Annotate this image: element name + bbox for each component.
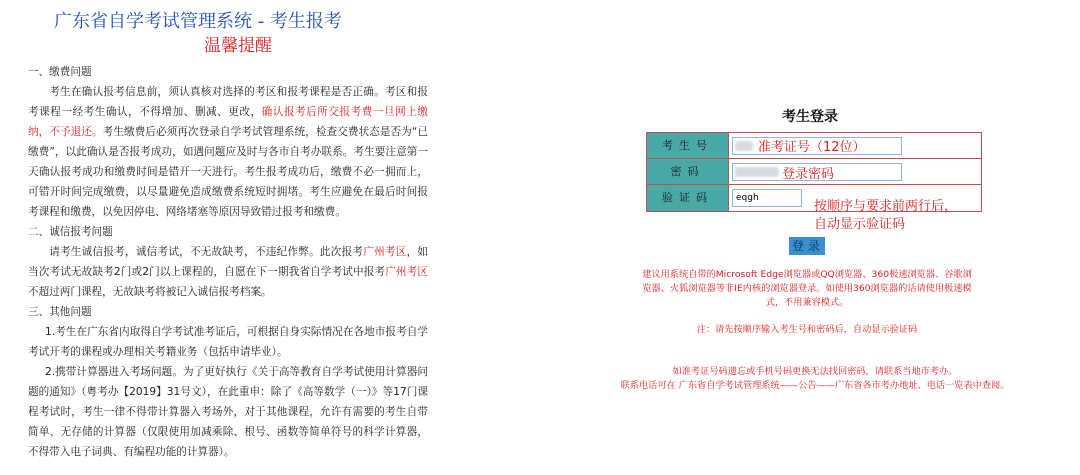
masked-text [735, 167, 779, 177]
password-annotation: 登录密码 [782, 167, 835, 182]
login-button[interactable]: 登录 [789, 237, 825, 255]
section-integrity-text: 请考生诚信报考，诚信考试，不无故缺考，不违纪作弊。此次报考广州考区，如当次考试无故缺考2门或2门以上课程的，自愿在下一期我省自学考试中报考广州考区不超过两门课程，无故缺考将被记入诚信报考档案。 [28, 246, 429, 298]
captcha-annotation-2: 自动显示验证码 [814, 217, 906, 232]
section-other-title: 三、其他问题 [28, 306, 92, 318]
contact-tip-2: 联系电话可在 广东省自学考试管理系统——公告——广东省各市考办地址、电话一览表中查阅。 [620, 380, 1010, 391]
captcha-input[interactable] [732, 189, 802, 207]
notice-panel [28, 10, 428, 462]
contact-tip-1: 如准考证号码遗忘或手机号码更换无法找回密码，请联系当地市考办。 [672, 366, 958, 377]
captcha-note: 注：请先按顺序输入考生号和密码后，自动显示验证码 [696, 324, 918, 335]
section-other-item-2: 2.携带计算器进入考场问题。为了更好执行《关于高等教育自学考试使用计算器问题的通知》（粤考办【2019】31号文），在此重申：除了《高等数学（一）》等17门课程考试时，考生一律不得带计算器入考场外，对于其他课程，允许有需要的考生自带简单、无存储的计算器（仅限使用加减乘除、根号、函数等简单符号的科学计算器，不得带入电子词典、有编程功能的计算器）。 [28, 366, 428, 458]
masked-text [735, 141, 753, 151]
fee-warning: 确认报考后所交报考费一旦网上缴纳，不予退还。 [28, 106, 429, 138]
captcha-label: 验证码 [647, 185, 729, 211]
section-fee-text: 考生在确认报考信息前，须认真核对选择的考区和报考课程是否正确。考区和报考课程一经考生确认，不得增加、删减、更改，确认报考后所交报考费一旦网上缴纳，不予退还。考生缴费后必须再次登录自学考试管理系统，检查交费状态是否为“已缴费”，以此确认是否报考成功，如遇问题应及时与各市自考办联系。考生要注意第一天确认报考成功和缴费时间是错开一天进行。考生报考成功后，缴费不必一拥而上，可错开时间完成缴费，以尽量避免造成缴费系统短时拥堵。考生应避免在最后时间报考课程和缴费，以免因停电、网络堵塞等原因导致错过报考和缴费。 [28, 86, 429, 218]
id-annotation: 准考证号（12位） [758, 140, 866, 155]
section-integrity-title: 二、诚信报考问题 [28, 226, 113, 238]
browser-tip: 建议用系统自带的Microsoft Edge浏览器或QQ浏览器、360极速浏览器、谷歌浏览器、火狐浏览器等非IE内核的浏览器登录。如使用360浏览器的话请使用极速模式，不用兼容模式。 [642, 269, 972, 308]
captcha-annotation-1: 按顺序与要求前两行后， [814, 199, 958, 214]
login-title: 考生登录 [782, 109, 838, 125]
section-fee-title: 一、缴费问题 [28, 66, 92, 78]
page-title: 广东省自学考试管理系统 - 考生报考 [54, 11, 342, 32]
password-label: 密码 [647, 159, 729, 184]
notice-title: 温馨提醒 [204, 36, 272, 56]
section-other-item-1: 1.考生在广东省内取得自学考试准考证后，可根据自身实际情况在各地市报考自学考试开考的课程或办理相关考籍业务（包括申请毕业）。 [28, 326, 428, 358]
id-label: 考生号 [647, 133, 729, 158]
